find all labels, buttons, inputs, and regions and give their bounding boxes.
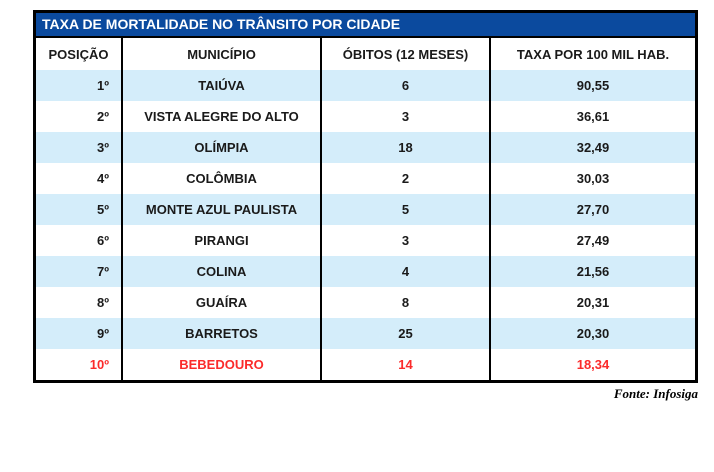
cell-municipio: BEBEDOURO [122, 349, 321, 380]
cell-taxa: 32,49 [490, 132, 695, 163]
column-header-posicao: POSIÇÃO [36, 38, 122, 70]
cell-obitos: 3 [321, 101, 490, 132]
cell-obitos: 3 [321, 225, 490, 256]
cell-municipio: MONTE AZUL PAULISTA [122, 194, 321, 225]
table-row [36, 225, 695, 256]
cell-posicao: 6º [97, 233, 109, 248]
cell-posicao: 9º [97, 326, 109, 341]
cell-municipio: BARRETOS [122, 318, 321, 349]
table-row [36, 318, 695, 349]
header-row [36, 38, 695, 70]
table-row [36, 132, 695, 163]
cell-municipio: COLINA [122, 256, 321, 287]
cell-obitos: 18 [321, 132, 490, 163]
table-row [36, 194, 695, 225]
column-header-obitos: ÓBITOS (12 MESES) [321, 38, 490, 70]
table-header [36, 38, 695, 70]
table-row [36, 101, 695, 132]
table-row [36, 349, 695, 380]
table-row [36, 163, 695, 194]
cell-obitos: 4 [321, 256, 490, 287]
cell-taxa: 27,70 [490, 194, 695, 225]
table-row [36, 256, 695, 287]
source-credit: Fonte: Infosiga [613, 386, 698, 401]
cell-municipio: VISTA ALEGRE DO ALTO [122, 101, 321, 132]
mortality-table [33, 10, 698, 383]
cell-municipio: GUAÍRA [122, 287, 321, 318]
cell-obitos: 25 [321, 318, 490, 349]
cell-taxa: 21,56 [490, 256, 695, 287]
cell-posicao: 4º [97, 171, 109, 186]
cell-municipio: PIRANGI [122, 225, 321, 256]
cell-taxa: 36,61 [490, 101, 695, 132]
cell-posicao: 8º [97, 295, 109, 310]
cell-obitos: 6 [321, 70, 490, 101]
cell-posicao: 5º [97, 202, 109, 217]
cell-taxa: 30,03 [490, 163, 695, 194]
cell-obitos: 14 [321, 349, 490, 380]
data-table [36, 38, 695, 380]
cell-taxa: 20,31 [490, 287, 695, 318]
table-row [36, 70, 695, 101]
cell-taxa: 90,55 [490, 70, 695, 101]
table-body [36, 70, 695, 380]
cell-obitos: 2 [321, 163, 490, 194]
cell-posicao: 7º [97, 264, 109, 279]
cell-municipio: TAIÚVA [122, 70, 321, 101]
cell-posicao: 1º [97, 78, 109, 93]
column-header-taxa: TAXA POR 100 MIL HAB. [490, 38, 695, 70]
column-header-municipio: MUNICÍPIO [122, 38, 321, 70]
cell-posicao: 10º [89, 357, 109, 372]
cell-taxa: 20,30 [490, 318, 695, 349]
cell-obitos: 5 [321, 194, 490, 225]
cell-taxa: 27,49 [490, 225, 695, 256]
cell-municipio: COLÔMBIA [122, 163, 321, 194]
table-title: TAXA DE MORTALIDADE NO TRÂNSITO POR CIDADE [36, 13, 695, 38]
cell-taxa: 18,34 [490, 349, 695, 380]
cell-municipio: OLÍMPIA [122, 132, 321, 163]
table-row [36, 287, 695, 318]
cell-posicao: 3º [97, 140, 109, 155]
cell-posicao: 2º [97, 109, 109, 124]
cell-obitos: 8 [321, 287, 490, 318]
